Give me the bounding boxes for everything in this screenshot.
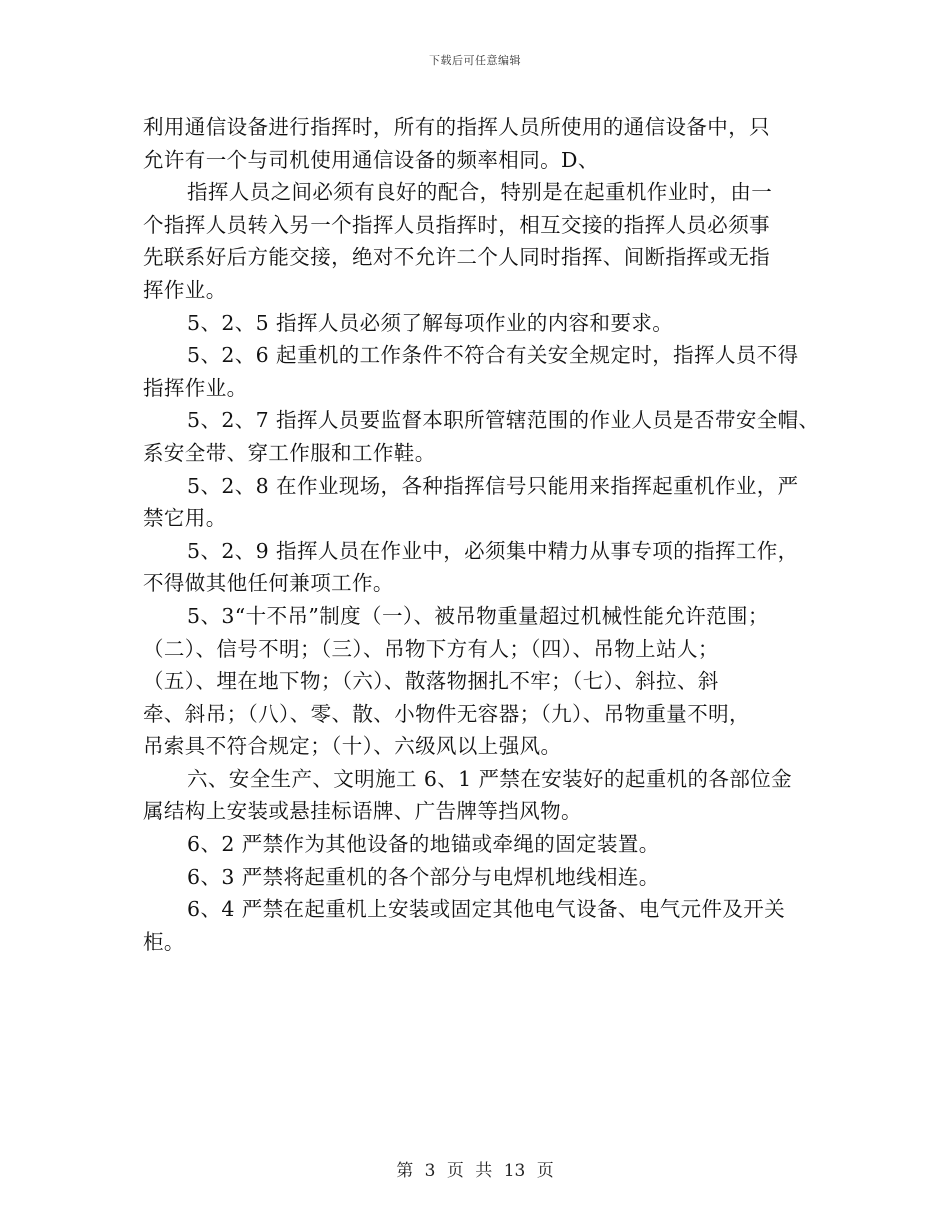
text-line: 5、2、9 指挥人员在作业中，必须集中精力从事专项的指挥工作， <box>187 538 799 563</box>
text-line: 6、3 严禁将起重机的各个部分与电焊机地线相连。 <box>187 864 660 889</box>
text-line: 6、4 严禁在起重机上安装或固定其他电气设备、电气元件及开关 <box>187 897 786 922</box>
text-line: 5、3“十不吊”制度（一）、被吊物重量超过机械性能允许范围； <box>187 603 769 628</box>
text-line: （五）、埋在地下物；（六）、散落物捆扎不牢；（七）、斜拉、斜 <box>143 669 719 694</box>
text-line: 牵、斜吊；（八）、零、散、小物件无容器；（九）、吊物重量不明， <box>143 701 750 726</box>
text-line: 挥作业。 <box>143 277 227 302</box>
text-line: 5、2、7 指挥人员要监督本职所管辖范围的作业人员是否带安全帽、 <box>187 408 820 433</box>
text-line: 柜。 <box>143 929 185 954</box>
text-line: 先联系好后方能交接，绝对不允许二个人同时指挥、间断指挥或无指 <box>143 245 770 270</box>
text-line: 允许有一个与司机使用通信设备的频率相同。D、 <box>143 147 599 172</box>
text-line: 指挥人员之间必须有良好的配合，特别是在起重机作业时，由一 <box>187 180 773 205</box>
text-line: 5、2、6 起重机的工作条件不符合有关安全规定时，指挥人员不得 <box>187 343 799 368</box>
text-line: 六、安全生产、文明施工 6、1 严禁在安装好的起重机的各部位金 <box>187 766 793 791</box>
text-line: 6、2 严禁作为其他设备的地锚或牵绳的固定装置。 <box>187 832 660 857</box>
text-line: 5、2、8 在作业现场，各种指挥信号只能用来指挥起重机作业，严 <box>187 473 799 498</box>
text-line: 禁它用。 <box>143 506 227 531</box>
text-line: 属结构上安装或悬挂标语牌、广告牌等挡风物。 <box>143 799 582 824</box>
text-line: 个指挥人员转入另一个指挥人员指挥时，相互交接的指挥人员必须事 <box>143 212 770 237</box>
page-header: 下载后可任意编辑 <box>429 54 521 67</box>
text-line: 吊索具不符合规定；（十）、六级风以上强风。 <box>143 734 562 759</box>
text-line: 系安全带、穿工作服和工作鞋。 <box>143 440 436 465</box>
page-number-footer: 第 3 页 共 13 页 <box>396 1161 554 1181</box>
text-line: 指挥作业。 <box>143 375 248 400</box>
text-line: 利用通信设备进行指挥时，所有的指挥人员所使用的通信设备中，只 <box>143 115 770 139</box>
text-line: 5、2、5 指挥人员必须了解每项作业的内容和要求。 <box>187 310 674 335</box>
text-line: 不得做其他任何兼项工作。 <box>143 571 394 596</box>
document-body <box>143 111 820 958</box>
text-line: （二）、信号不明；（三）、吊物下方有人；（四）、吊物上站人； <box>143 636 719 661</box>
